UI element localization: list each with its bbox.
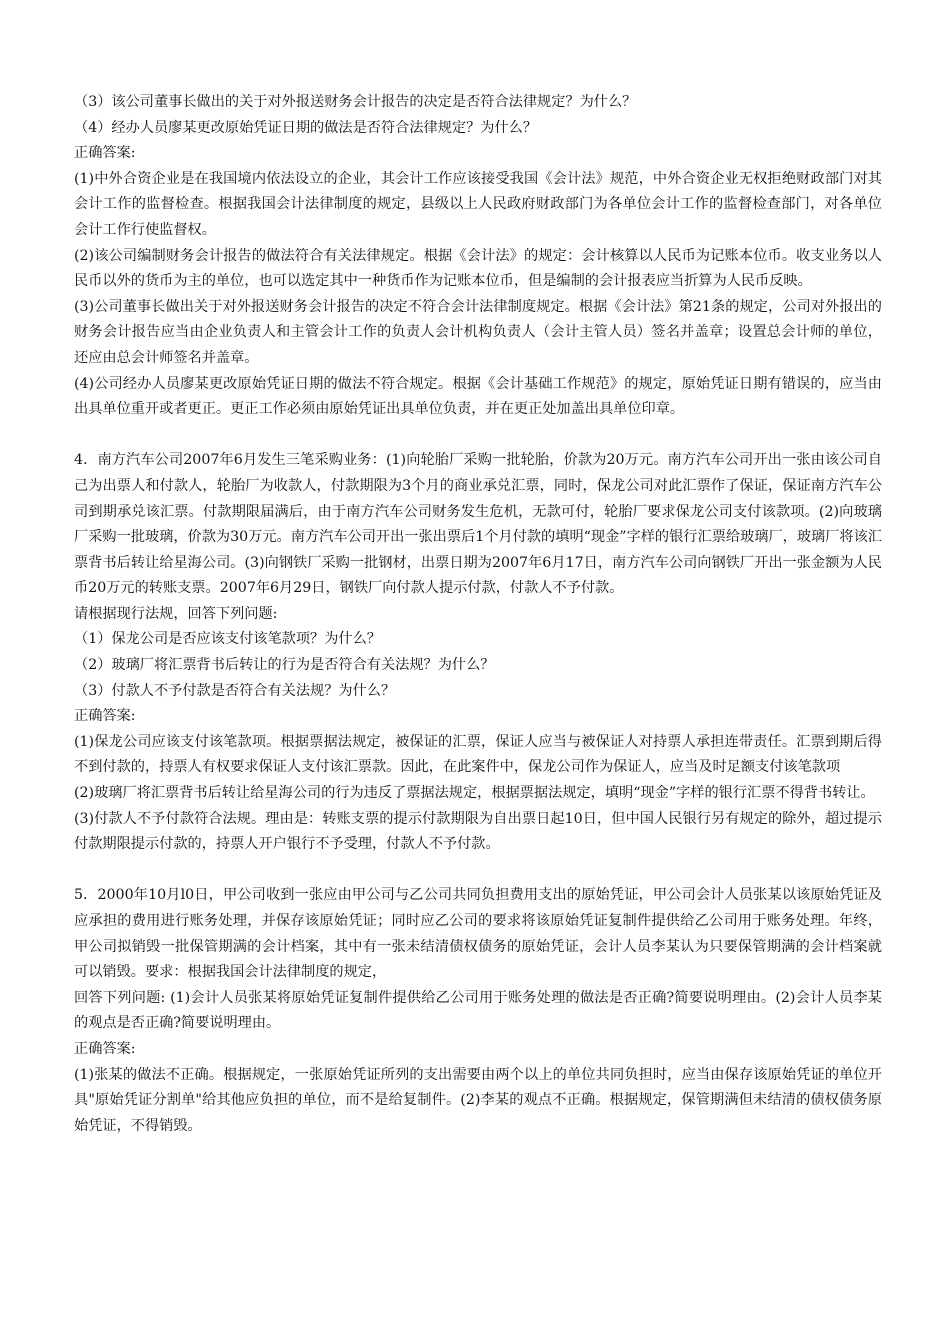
case-4-question: （1）保龙公司是否应该支付该笔款项？为什么？ [74, 631, 381, 648]
paragraph-gap [74, 423, 882, 449]
answer-paragraph: (2)该公司编制财务会计报告的做法符合有关法律规定。根据《会计法》的规定：会计核算以人民币为记账本位币。收支业务以人民币以外的货币为主的单位，也可以选定其中一种货币作为记账本位币，但是编制的会计报表应当折算为人民币反映。 [74, 247, 882, 290]
answer-label: 正确答案: [74, 145, 136, 162]
answer-label: 正确答案: [74, 708, 136, 725]
question-4: （4）经办人员廖某更改原始凭证日期的做法是否符合法律规定？为什么？ [74, 119, 538, 136]
paragraph-gap [74, 858, 882, 884]
case-4-answer: (3)付款人不予付款符合法规。理由是：转账支票的提示付款期限为自出票日起10日，但中国人民银行另有规定的除外，超过提示付款期限提示付款的，持票人开户银行不予受理，付款人不予付款。 [74, 810, 882, 853]
case-5-questions: 回答下列问题: (1)会计人员张某将原始凭证复制件提供给乙公司用于账务处理的做法是否正确?简要说明理由。(2)会计人员李某的观点是否正确?简要说明理由。 [74, 989, 882, 1032]
case-4-body: 4．南方汽车公司2007年6月发生三笔采购业务：(1)向轮胎厂采购一批轮胎，价款为20万元。南方汽车公司开出一张由该公司自己为出票人和付款人，轮胎厂为收款人，付款期限为3个月的商业承兑汇票，同时，保龙公司对此汇票作了保证，保证南方汽车公司到期承兑该汇票。付款期限届满后，由于南方汽车公司财务发生危机，无款可付，轮胎厂要求保龙公司支付该款项。(2)向玻璃厂采购一批玻璃，价款为30万元。南方汽车公司开出一张出票后1个月付款的填明“现金”字样的银行汇票给玻璃厂，玻璃厂将该汇票背书后转让给星海公司。(3)向钢铁厂采购一批钢材，出票日期为2007年6月17日，南方汽车公司向钢铁厂开出一张金额为人民币20万元的转账支票。2007年6月29日，钢铁厂向付款人提示付款，付款人不予付款。 [74, 452, 882, 597]
case-5-answer: (1)张某的做法不正确。根据规定，一张原始凭证所列的支出需要由两个以上的单位共同负担时，应当由保存该原始凭证的单位开具"原始凭证分割单"给其他应负担的单位，而不是给复制件。(2)李某的观点不正确。根据规定，保管期满但未结清的债权债务原始凭证，不得销毁。 [74, 1066, 882, 1134]
answer-label: 正确答案: [74, 1040, 136, 1057]
case-4-question: （2）玻璃厂将汇票背书后转让的行为是否符合有关法规？为什么？ [74, 657, 495, 674]
document-page [74, 90, 882, 1139]
question-3: （3）该公司董事长做出的关于对外报送财务会计报告的决定是否符合法律规定？为什么？ [74, 94, 637, 110]
case-5-body: 5．2000年10月l0日，甲公司收到一张应由甲公司与乙公司共同负担费用支出的原始凭证，甲公司会计人员张某以该原始凭证及应承担的费用进行账务处理，并保存该原始凭证；同时应乙公司的要求将该原始凭证复制件提供给乙公司用于账务处理。年终，甲公司拟销毁一批保管期满的会计档案，其中有一张未结清债权债务的原始凭证，会计人员李某认为只要保管期满的会计档案就可以销毁。要求：根据我国会计法律制度的规定， [74, 887, 882, 981]
case-4-prompt: 请根据现行法规，回答下列问题: [74, 605, 278, 622]
case-4-answer: (2)玻璃厂将汇票背书后转让给星海公司的行为违反了票据法规定，根据票据法规定，填明“现金”字样的银行汇票不得背书转让。 [74, 785, 875, 802]
case-4-answer: (1)保龙公司应该支付该笔款项。根据票据法规定，被保证的汇票，保证人应当与被保证人对持票人承担连带责任。汇票到期后得不到付款的，持票人有权要求保证人支付该汇票款。因此，在此案件中，保龙公司作为保证人，应当及时足额支付该笔款项 [74, 733, 882, 776]
case-4-question: （3）付款人不予付款是否符合有关法规？为什么？ [74, 682, 396, 699]
answer-paragraph: (4)公司经办人员廖某更改原始凭证日期的做法不符合规定。根据《会计基础工作规范》的规定，原始凭证日期有错误的，应当由出具单位重开或者更正。更正工作必须由原始凭证出具单位负责，并在更正处加盖出具单位印章。 [74, 375, 882, 418]
answer-paragraph: (1)中外合资企业是在我国境内依法设立的企业，其会计工作应该接受我国《会计法》规范，中外合资企业无权拒绝财政部门对其会计工作的监督检查。根据我国会计法律制度的规定，县级以上人民政府财政部门为各单位会计工作的监督检查部门，对各单位会计工作行使监督权。 [74, 170, 882, 238]
answer-paragraph: (3)公司董事长做出关于对外报送财务会计报告的决定不符合会计法律制度规定。根据《会计法》第21条的规定，公司对外报出的财务会计报告应当由企业负责人和主管会计工作的负责人会计机构负责人（会计主管人员）签名并盖章；设置总会计师的单位，还应由总会计师签名并盖章。 [74, 298, 882, 366]
